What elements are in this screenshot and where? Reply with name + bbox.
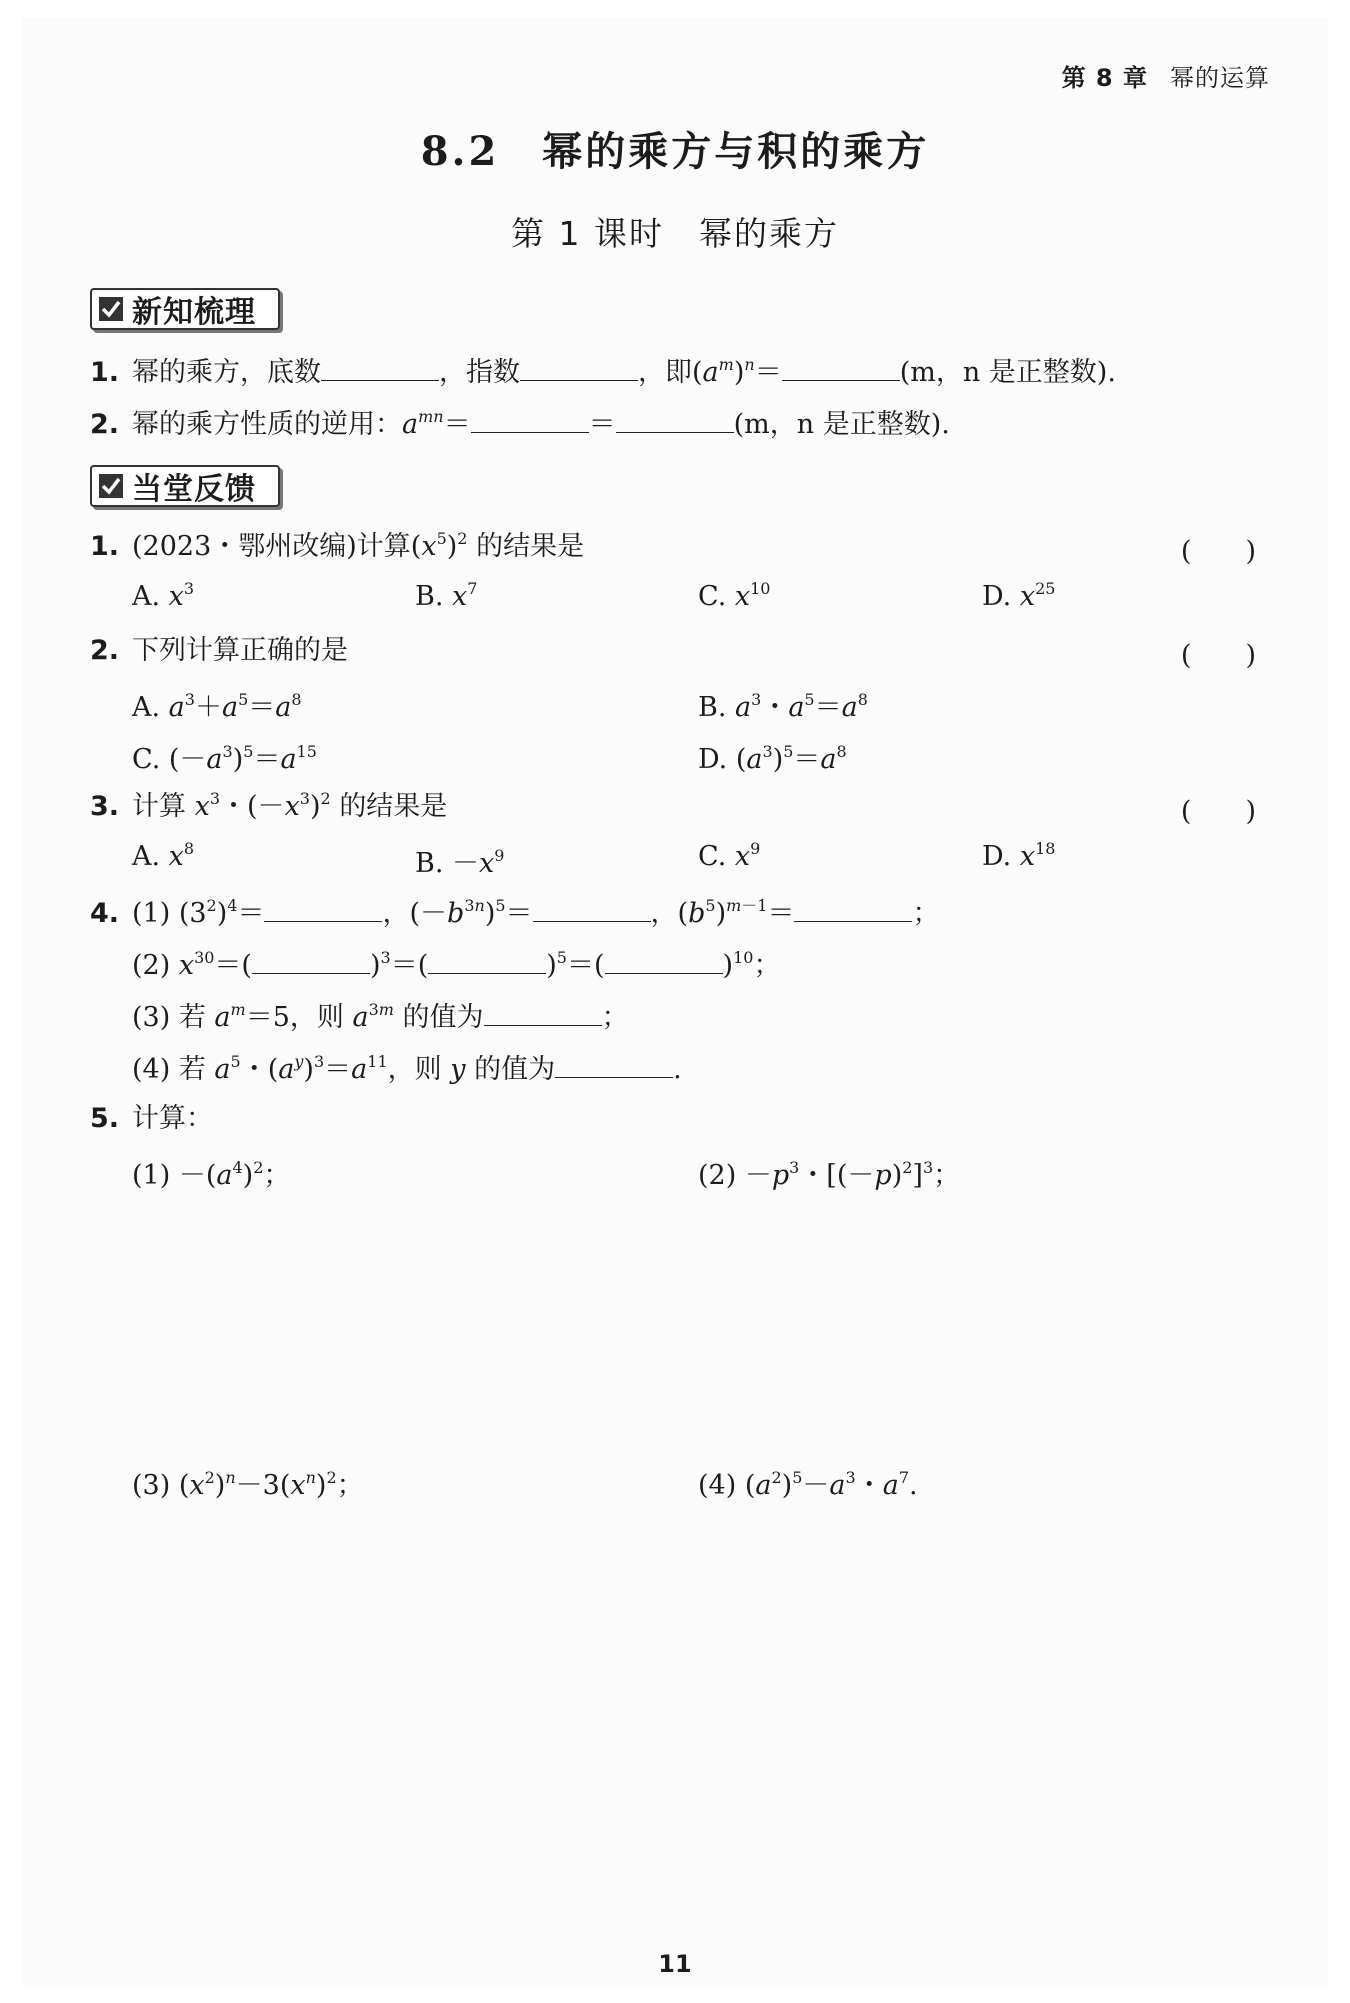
answer-blank[interactable]	[484, 997, 602, 1026]
option-d[interactable]: D. $x^{25}$	[982, 579, 1056, 612]
option-b[interactable]: B. $x^7$	[415, 579, 478, 612]
question-4-part-3: (3) 若 $a^m=5$，则 $a^{3m}$ 的值为 ；	[132, 997, 629, 1036]
answer-blank[interactable]	[264, 893, 382, 922]
answer-blank[interactable]	[616, 404, 734, 433]
section-tag-new-knowledge	[90, 288, 280, 330]
checkbox-icon	[98, 296, 124, 322]
chapter-title: 幂的运算	[1170, 64, 1270, 92]
option-c[interactable]: C. $x^{10}$	[698, 579, 771, 612]
answer-parentheses[interactable]: ( )	[1180, 796, 1256, 827]
checkbox-icon	[98, 473, 124, 499]
question-5-part-2: $(2) -p^3$・$[(-p)^2]^3$；	[698, 1158, 961, 1191]
answer-blank[interactable]	[252, 945, 370, 974]
knowledge-item-2: 2. 幂的乘方性质的逆用：$a^{mn}= = (m$，n 是正整数).	[90, 404, 950, 443]
answer-blank[interactable]	[533, 893, 651, 922]
section-tag-feedback	[90, 465, 280, 507]
answer-blank[interactable]	[520, 352, 638, 381]
answer-blank[interactable]	[605, 945, 723, 974]
answer-blank[interactable]	[428, 945, 546, 974]
answer-blank[interactable]	[321, 352, 439, 381]
page-number: 11	[658, 1950, 692, 1978]
option-a[interactable]: A. $a^3+a^5=a^8$	[132, 690, 302, 723]
answer-blank[interactable]	[782, 352, 900, 381]
section-title: 8.2 幂的乘方与积的乘方	[420, 128, 930, 175]
option-d[interactable]: D. $x^{18}$	[982, 839, 1056, 872]
knowledge-item-1: 1. 幂的乘方，底数 ，指数 ，即$(a^m)^n= (m$，n 是正整数).	[90, 352, 1116, 391]
option-b[interactable]: B. $a^3$・$a^5=a^8$	[698, 690, 868, 723]
question-4-part-4: (4) 若 $a^5$・$(a^y)^3=a^{11}$，则 y 的值为 .	[132, 1049, 682, 1088]
question-4-part-1: 4. (1) $(3^2)^4=$ ，$(-b^{3n})^5=$ ，$(b^5)^{m-1}=$ ；	[90, 893, 939, 932]
option-b[interactable]: B. $-x^9$	[415, 846, 505, 879]
question-5-part-4: (4) $(a^2)^5-a^3$・$a^7$.	[698, 1468, 918, 1501]
answer-blank[interactable]	[555, 1049, 673, 1078]
question-5-part-1: $(1) -(a^4)^2$；	[132, 1158, 291, 1191]
section-label: 当堂反馈	[132, 472, 256, 507]
question-5: 5. 计算：	[90, 1103, 213, 1134]
answer-parentheses[interactable]: ( )	[1180, 536, 1256, 567]
chapter-header	[1062, 58, 1270, 93]
chapter-number: 第 8 章	[1061, 64, 1148, 92]
question-2: 2. 下列计算正确的是	[90, 635, 348, 666]
answer-parentheses[interactable]: ( )	[1180, 640, 1256, 671]
option-c[interactable]: C. $x^9$	[698, 839, 761, 872]
question-1: 1. (2023・鄂州改编)计算$(x^5)^2$ 的结果是	[90, 529, 585, 562]
option-d[interactable]: D. $(a^3)^5=a^8$	[698, 742, 847, 775]
question-3: 3. 计算 $x^3$・$(-x^3)^2$ 的结果是	[90, 789, 448, 822]
lesson-subtitle: 第 1 课时 幂的乘方	[511, 214, 839, 253]
option-c[interactable]: C. $(-a^3)^5=a^{15}$	[132, 742, 317, 775]
section-label: 新知梳理	[132, 295, 256, 330]
answer-blank[interactable]	[794, 893, 912, 922]
answer-blank[interactable]	[471, 404, 589, 433]
option-a[interactable]: A. $x^3$	[132, 579, 195, 612]
option-a[interactable]: A. $x^8$	[132, 839, 195, 872]
question-4-part-2: (2) $x^{30}=$( )$^3$＝( )$^5$＝( )$^{10}$；	[132, 945, 780, 984]
question-5-part-3: (3) $(x^2)^n-3(x^n)^2$；	[132, 1468, 364, 1501]
